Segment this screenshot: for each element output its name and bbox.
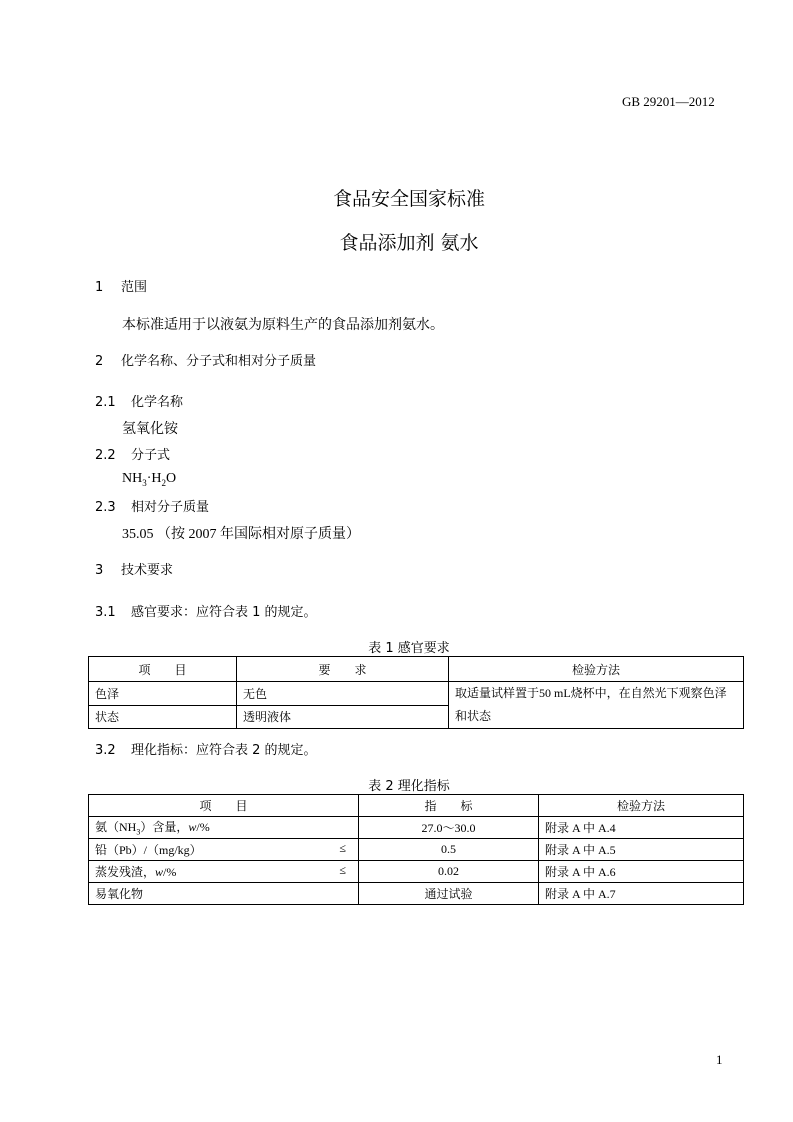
- section-3-heading: 3 技术要求: [95, 563, 174, 578]
- standard-number: GB 29201—2012: [622, 94, 715, 109]
- molecular-mass: 35.05 （按 2007 年国际相对原子质量）: [122, 527, 360, 542]
- page-number: 1: [716, 1052, 723, 1067]
- chemical-name: 氢氧化铵: [122, 422, 178, 437]
- column-header: 项 目: [89, 657, 237, 682]
- table-row: [89, 682, 744, 706]
- table-cell: 27.0～30.0: [359, 817, 539, 839]
- document-subtitle: 食品添加剂 氨水: [339, 232, 479, 254]
- column-header: 检验方法: [539, 795, 744, 817]
- table-cell: 易氧化物: [89, 883, 359, 905]
- table-cell: 铅（Pb）/（mg/kg） ≤: [89, 839, 359, 861]
- table-cell: 色泽: [89, 682, 237, 706]
- section-3-2-heading: 3.2 理化指标：应符合表 2 的规定。: [95, 743, 317, 758]
- table-cell: 状态: [89, 705, 237, 729]
- column-header: 检验方法: [449, 657, 744, 682]
- table-2-caption: 表 2 理化指标: [368, 779, 450, 794]
- sensory-requirements-table: [88, 656, 744, 729]
- section-2-3-heading: 2.3 相对分子质量: [95, 500, 210, 515]
- table-cell: 通过试验: [359, 883, 539, 905]
- table-cell: 附录 A 中 A.4: [539, 817, 744, 839]
- table-cell: 透明液体: [237, 705, 449, 729]
- table-row: [89, 817, 744, 839]
- table-row: [89, 839, 744, 861]
- table-cell: 附录 A 中 A.6: [539, 861, 744, 883]
- table-header-row: [89, 657, 744, 682]
- section-2-heading: 2 化学名称、分子式和相对分子质量: [95, 354, 317, 369]
- document-title: 食品安全国家标准: [332, 188, 485, 210]
- section-1-heading: 1 范围: [95, 280, 148, 295]
- table-row: [89, 861, 744, 883]
- table-cell: 氨$(NH_3)$含量，w/%: [89, 817, 359, 839]
- table-cell: 取适量试样置于50 mL烧杯中，在自然光下观察色泽和状态: [449, 682, 744, 729]
- molecular-formula: $NH_3\cdot H_2O$: [122, 471, 177, 488]
- section-2-1-heading: 2.1 化学名称: [95, 395, 184, 410]
- column-header: 项 目: [89, 795, 359, 817]
- table-cell: 0.02: [359, 861, 539, 883]
- physicochemical-indicators-table: [88, 794, 744, 905]
- column-header: 指 标: [359, 795, 539, 817]
- table-cell: 附录 A 中 A.7: [539, 883, 744, 905]
- table-row: [89, 883, 744, 905]
- section-2-2-heading: 2.2 分子式: [95, 448, 171, 463]
- table-cell: 附录 A 中 A.5: [539, 839, 744, 861]
- table-cell: 0.5: [359, 839, 539, 861]
- section-1-body: 本标准适用于以液氨为原料生产的食品添加剂氨水。: [122, 318, 444, 333]
- section-3-1-heading: 3.1 感官要求：应符合表 1 的规定。: [95, 605, 317, 620]
- table-header-row: [89, 795, 744, 817]
- table-cell: 蒸发残渣，w/% ≤: [89, 861, 359, 883]
- table-1-caption: 表 1 感官要求: [368, 641, 450, 656]
- column-header: 要 求: [237, 657, 449, 682]
- table-cell: 无色: [237, 682, 449, 706]
